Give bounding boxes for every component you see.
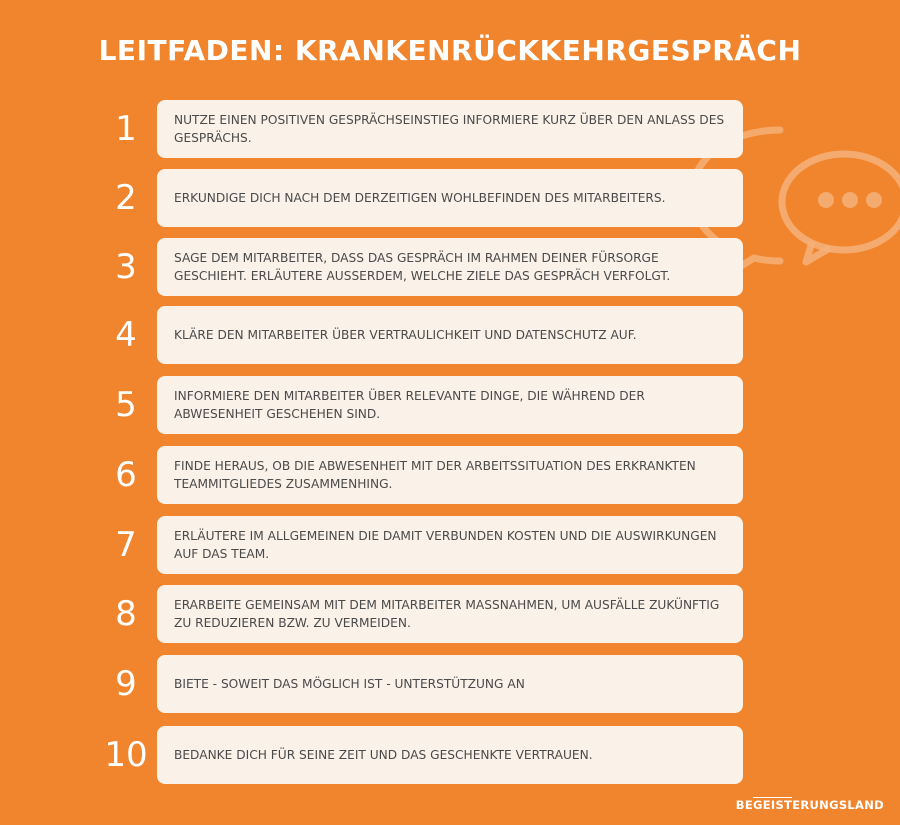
step-row [0,169,900,227]
step-text: NUTZE EINEN POSITIVEN GESPRÄCHSEINSTIEG INFORMIERE KURZ ÜBER DEN ANLASS DES GESPRÄCHS. [174,113,725,145]
step-card [157,306,743,364]
step-row [0,238,900,296]
step-number: 7 [115,525,137,565]
step-card [157,446,743,504]
step-row [0,376,900,434]
step-card [157,655,743,713]
step-card [157,100,743,158]
brand-part: ERUNGSLAND [792,798,884,812]
step-card [157,585,743,643]
brand-part: BE [735,798,753,812]
step-card [157,376,743,434]
step-number: 9 [115,664,137,704]
step-text: SAGE DEM MITARBEITER, DASS DAS GESPRÄCH IM RAHMEN DEINER FÜRSORGE GESCHIEHT. ERLÄUTERE AUSSERDEM, WELCHE ZIELE DAS GESPRÄCH VERFOLGT. [174,251,671,283]
step-number: 1 [115,109,137,149]
step-number: 3 [115,247,137,287]
step-card [157,238,743,296]
step-text: BEDANKE DICH FÜR SEINE ZEIT UND DAS GESCHENKTE VERTRAUEN. [174,748,593,762]
step-text: FINDE HERAUS, OB DIE ABWESENHEIT MIT DER ARBEITSSITUATION DES ERKRANKTEN TEAMMITGLIEDES ZUSAMMENHING. [174,459,696,491]
step-number: 10 [104,735,148,775]
page-title: LEITFADEN: KRANKENRÜCKKEHRGESPRÄCH [98,34,802,67]
step-row [0,655,900,713]
brand-logo [736,798,884,812]
step-text: ERARBEITE GEMEINSAM MIT DEM MITARBEITER MASSNAHMEN, UM AUSFÄLLE ZUKÜNFTIG ZU REDUZIEREN BZW. ZU VERMEIDEN. [174,598,720,630]
step-text: ERLÄUTERE IM ALLGEMEINEN DIE DAMIT VERBUNDEN KOSTEN UND DIE AUSWIRKUNGEN AUF DAS TEAM. [174,529,717,561]
step-row [0,726,900,784]
step-card [157,169,743,227]
step-number: 8 [115,594,137,634]
brand-part: GEIST [753,798,793,812]
step-text: KLÄRE DEN MITARBEITER ÜBER VERTRAULICHKEIT UND DATENSCHUTZ AUF. [174,328,637,342]
step-row [0,516,900,574]
step-card [157,516,743,574]
step-number: 6 [115,455,137,495]
step-number: 5 [115,385,137,425]
step-text: BIETE - SOWEIT DAS MÖGLICH IST - UNTERSTÜTZUNG AN [174,677,525,691]
step-row [0,100,900,158]
step-row [0,585,900,643]
step-text: ERKUNDIGE DICH NACH DEM DERZEITIGEN WOHLBEFINDEN DES MITARBEITERS. [174,191,666,205]
step-row [0,306,900,364]
step-card [157,726,743,784]
step-number: 2 [115,178,137,218]
step-text: INFORMIERE DEN MITARBEITER ÜBER RELEVANTE DINGE, DIE WÄHREND DER ABWESENHEIT GESCHEHEN SIND. [174,389,645,421]
step-number: 4 [115,315,137,355]
step-row [0,446,900,504]
